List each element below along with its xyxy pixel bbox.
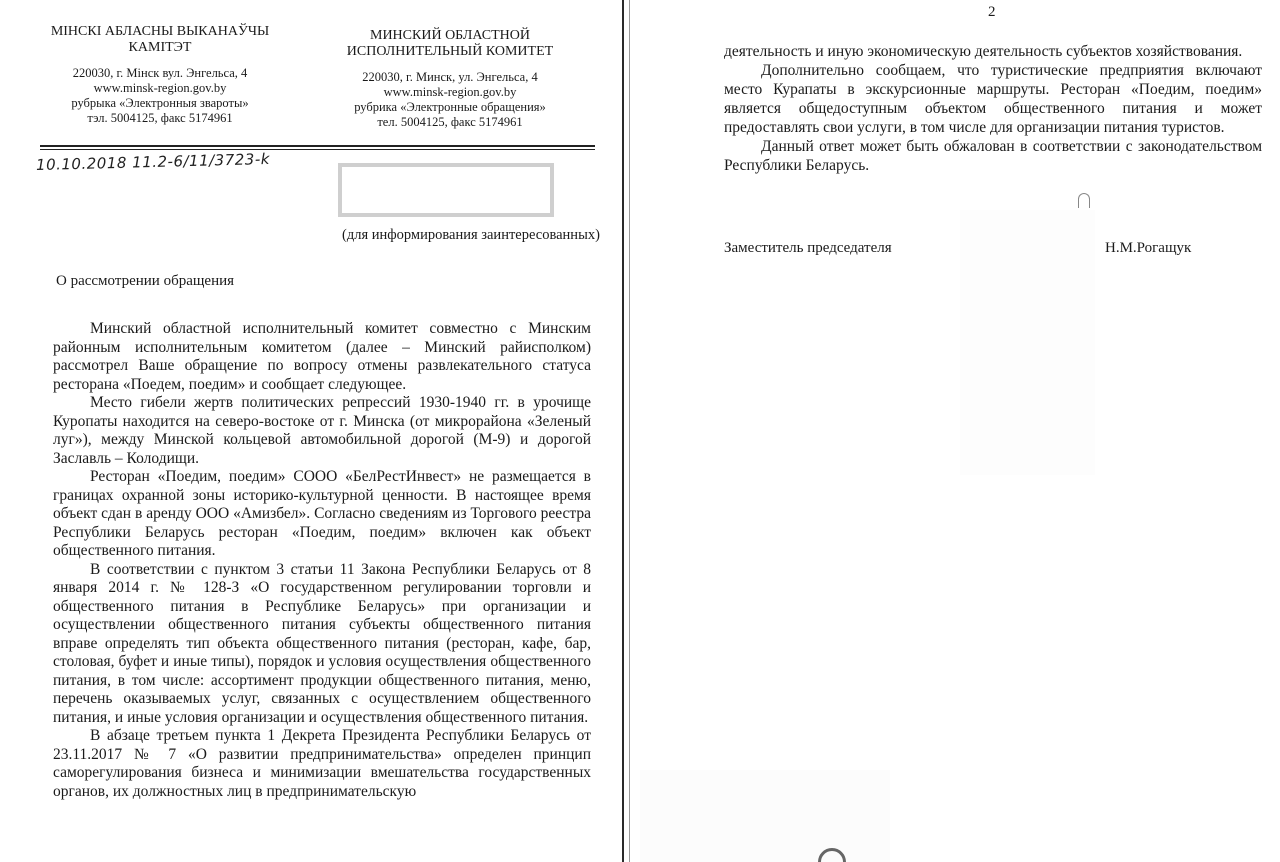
body-paragraph: Минский областной исполнительный комитет совместно с Минским районным исполнительным комитетом (далее – Минский райисполком) рассмотрел Ваше обращение по вопросу отмены развлекательного статуса ресторана «Поедем, поедим» и сообщает следующее. <box>53 320 591 393</box>
header-ru-rubric: рубрика «Электронные обращения» <box>354 100 546 114</box>
header-by-site: www.minsk-region.gov.by <box>93 81 227 95</box>
letter-page-2 <box>630 0 1280 862</box>
header-rule-thick <box>40 145 595 147</box>
header-russian <box>330 28 570 130</box>
body-paragraph: Место гибели жертв политических репрессий 1930-1940 гг. в урочище Куропаты находится на северо-востоке от г. Минска (от микрорайона «Зеленый луг»), между Минской кольцевой автомобильной дорогой (М-9) и дорогой Заславль – Колодищи. <box>53 394 591 467</box>
header-by-address: 220030, г. Мінск вул. Энгельса, 4 <box>72 66 248 80</box>
body-paragraph: Дополнительно сообщаем, что туристические предприятия включают место Курапаты в экскурсионные маршруты. Ресторан «Поедим, поедим» является общедоступным объектом общественного питания и может предоставлять свои услуги, в том числе для организации питания туристов. <box>724 62 1262 136</box>
letter-body-page-1 <box>53 320 591 801</box>
letter-subject: О рассмотрении обращения <box>56 273 235 289</box>
redacted-signature-area <box>960 210 1095 475</box>
registration-number: 10.10.2018 11.2-6/11/3723-k <box>35 149 271 175</box>
header-ru-org: МИНСКИЙ ОБЛАСТНОЙ ИСПОЛНИТЕЛЬНЫЙ КОМИТЕТ <box>346 28 554 59</box>
header-by-phone: тэл. 5004125, факс 5174961 <box>87 111 233 125</box>
letter-body-page-2 <box>724 42 1262 175</box>
header-ru-phone: тел. 5004125, факс 5174961 <box>377 115 523 129</box>
page-divider <box>622 0 630 862</box>
header-by-rubric: рубрыка «Электронныя звароты» <box>71 96 249 110</box>
body-paragraph: Данный ответ может быть обжалован в соответствии с законодательством Республики Беларусь. <box>724 138 1262 174</box>
page-number: 2 <box>988 4 996 20</box>
body-paragraph: деятельность и иную экономическую деятельность субъектов хозяйствования. <box>724 43 1243 60</box>
header-by-org: МІНСКІ АБЛАСНЫ ВЫКАНАЎЧЫ КАМІТЭТ <box>50 24 270 55</box>
addressee-note: (для информирования заинтересованных) <box>342 227 600 243</box>
header-rule-thin <box>40 149 595 150</box>
header-ru-site: www.minsk-region.gov.by <box>383 85 517 99</box>
header-belarusian <box>40 24 280 126</box>
signatory-name: Н.М.Рогащук <box>1105 240 1192 256</box>
body-paragraph: В соответствии с пунктом 3 статьи 11 Закона Республики Беларусь от 8 января 2014 г. № 128-З «О государственном регулировании торговли и общественного питания в Республике Беларусь» при организации и осуществлении общественного питания субъекты общественного питания вправе определять тип объекта общественного питания (ресторан, кафе, бар, столовая, буфет и иные типы), порядок и условия осуществления общественного питания, в том числе: ассортимент продукции общественного питания, меню, перечень оказываемых услуг, связанных с осуществлением общественного питания, и иные условия организации и осуществления общественного питания. <box>53 560 591 726</box>
signatory-role: Заместитель председателя <box>724 240 892 256</box>
body-paragraph: Ресторан «Поедим, поедим» СООО «БелРестИнвест» не размещается в границах охранной зоны историко-культурной ценности. В настоящее время объект сдан в аренду ООО «Амизбел». Согласно сведениям из Торгового реестра Республики Беларусь ресторан «Поедим, поедим» включен как объект общественного питания. <box>53 468 591 559</box>
header-ru-address: 220030, г. Минск, ул. Энгельса, 4 <box>362 70 538 84</box>
redacted-addressee-box <box>338 163 554 217</box>
letter-page-1 <box>0 0 622 862</box>
faint-scan-area <box>640 770 890 862</box>
body-paragraph: В абзаце третьем пункта 1 Декрета Президента Республики Беларусь от 23.11.2017 № 7 «О развитии предпринимательства» определен принцип саморегулирования бизнеса и минимизации вмешательства государственных органов, их должностных лиц в предпринимательскую <box>53 727 591 800</box>
signature-stroke <box>1078 193 1090 208</box>
